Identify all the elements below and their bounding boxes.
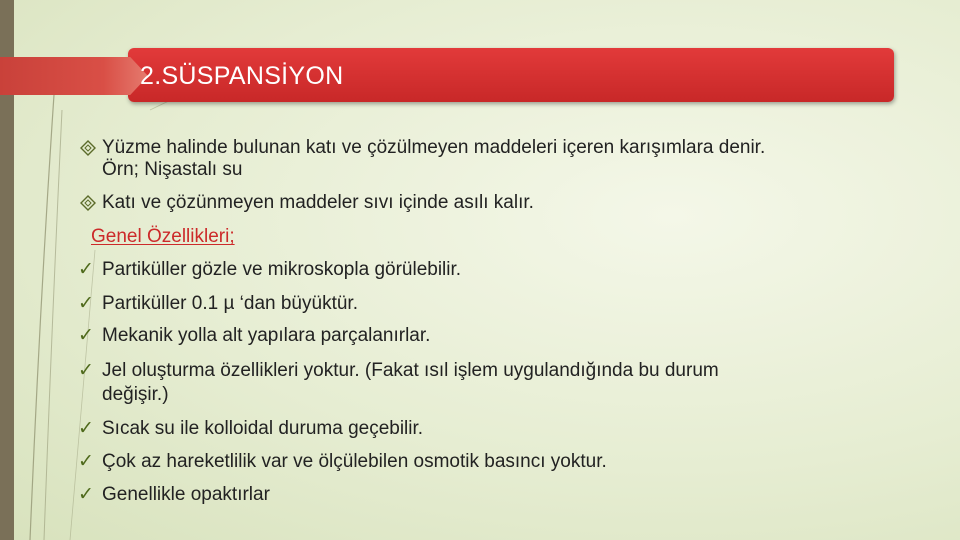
check-item-4-line-2: değişir.) [102, 384, 169, 405]
check-item-5: Sıcak su ile kolloidal duruma geçebilir. [102, 418, 424, 439]
check-item-7: Genellikle opaktırlar [102, 484, 270, 505]
checkmark-icon: ✓ [78, 418, 94, 439]
bullet-1-line-2: Örn; Nişastalı su [102, 159, 243, 180]
slide-title: 2.SÜSPANSİYON [140, 62, 344, 90]
check-item-2: Partiküller 0.1 µ ‘dan büyüktür. [102, 293, 358, 314]
title-arrow-shape [0, 57, 148, 95]
checkmark-icon: ✓ [78, 360, 94, 381]
section-subheading: Genel Özellikleri; [91, 226, 235, 247]
checkmark-icon: ✓ [78, 484, 94, 505]
checkmark-icon: ✓ [78, 451, 94, 472]
bullet-1-line-1: Yüzme halinde bulunan katı ve çözülmeyen maddeleri içeren karışımlara denir. [102, 137, 766, 158]
check-item-3: Mekanik yolla alt yapılara parçalanırlar. [102, 325, 431, 346]
bullet-2-line-1: Katı ve çözünmeyen maddeler sıvı içinde asılı kalır. [102, 192, 534, 213]
checkmark-icon: ✓ [78, 259, 94, 280]
check-item-4-line-1: Jel oluşturma özellikleri yoktur. (Fakat ısıl işlem uygulandığında bu durum [102, 360, 719, 381]
diamond-bullet-icon [79, 194, 97, 212]
check-item-6: Çok az hareketlilik var ve ölçülebilen osmotik basıncı yoktur. [102, 451, 607, 472]
checkmark-icon: ✓ [78, 293, 94, 314]
checkmark-icon: ✓ [78, 325, 94, 346]
diamond-bullet-icon [79, 139, 97, 157]
check-item-1: Partiküller gözle ve mikroskopla görülebilir. [102, 259, 462, 280]
